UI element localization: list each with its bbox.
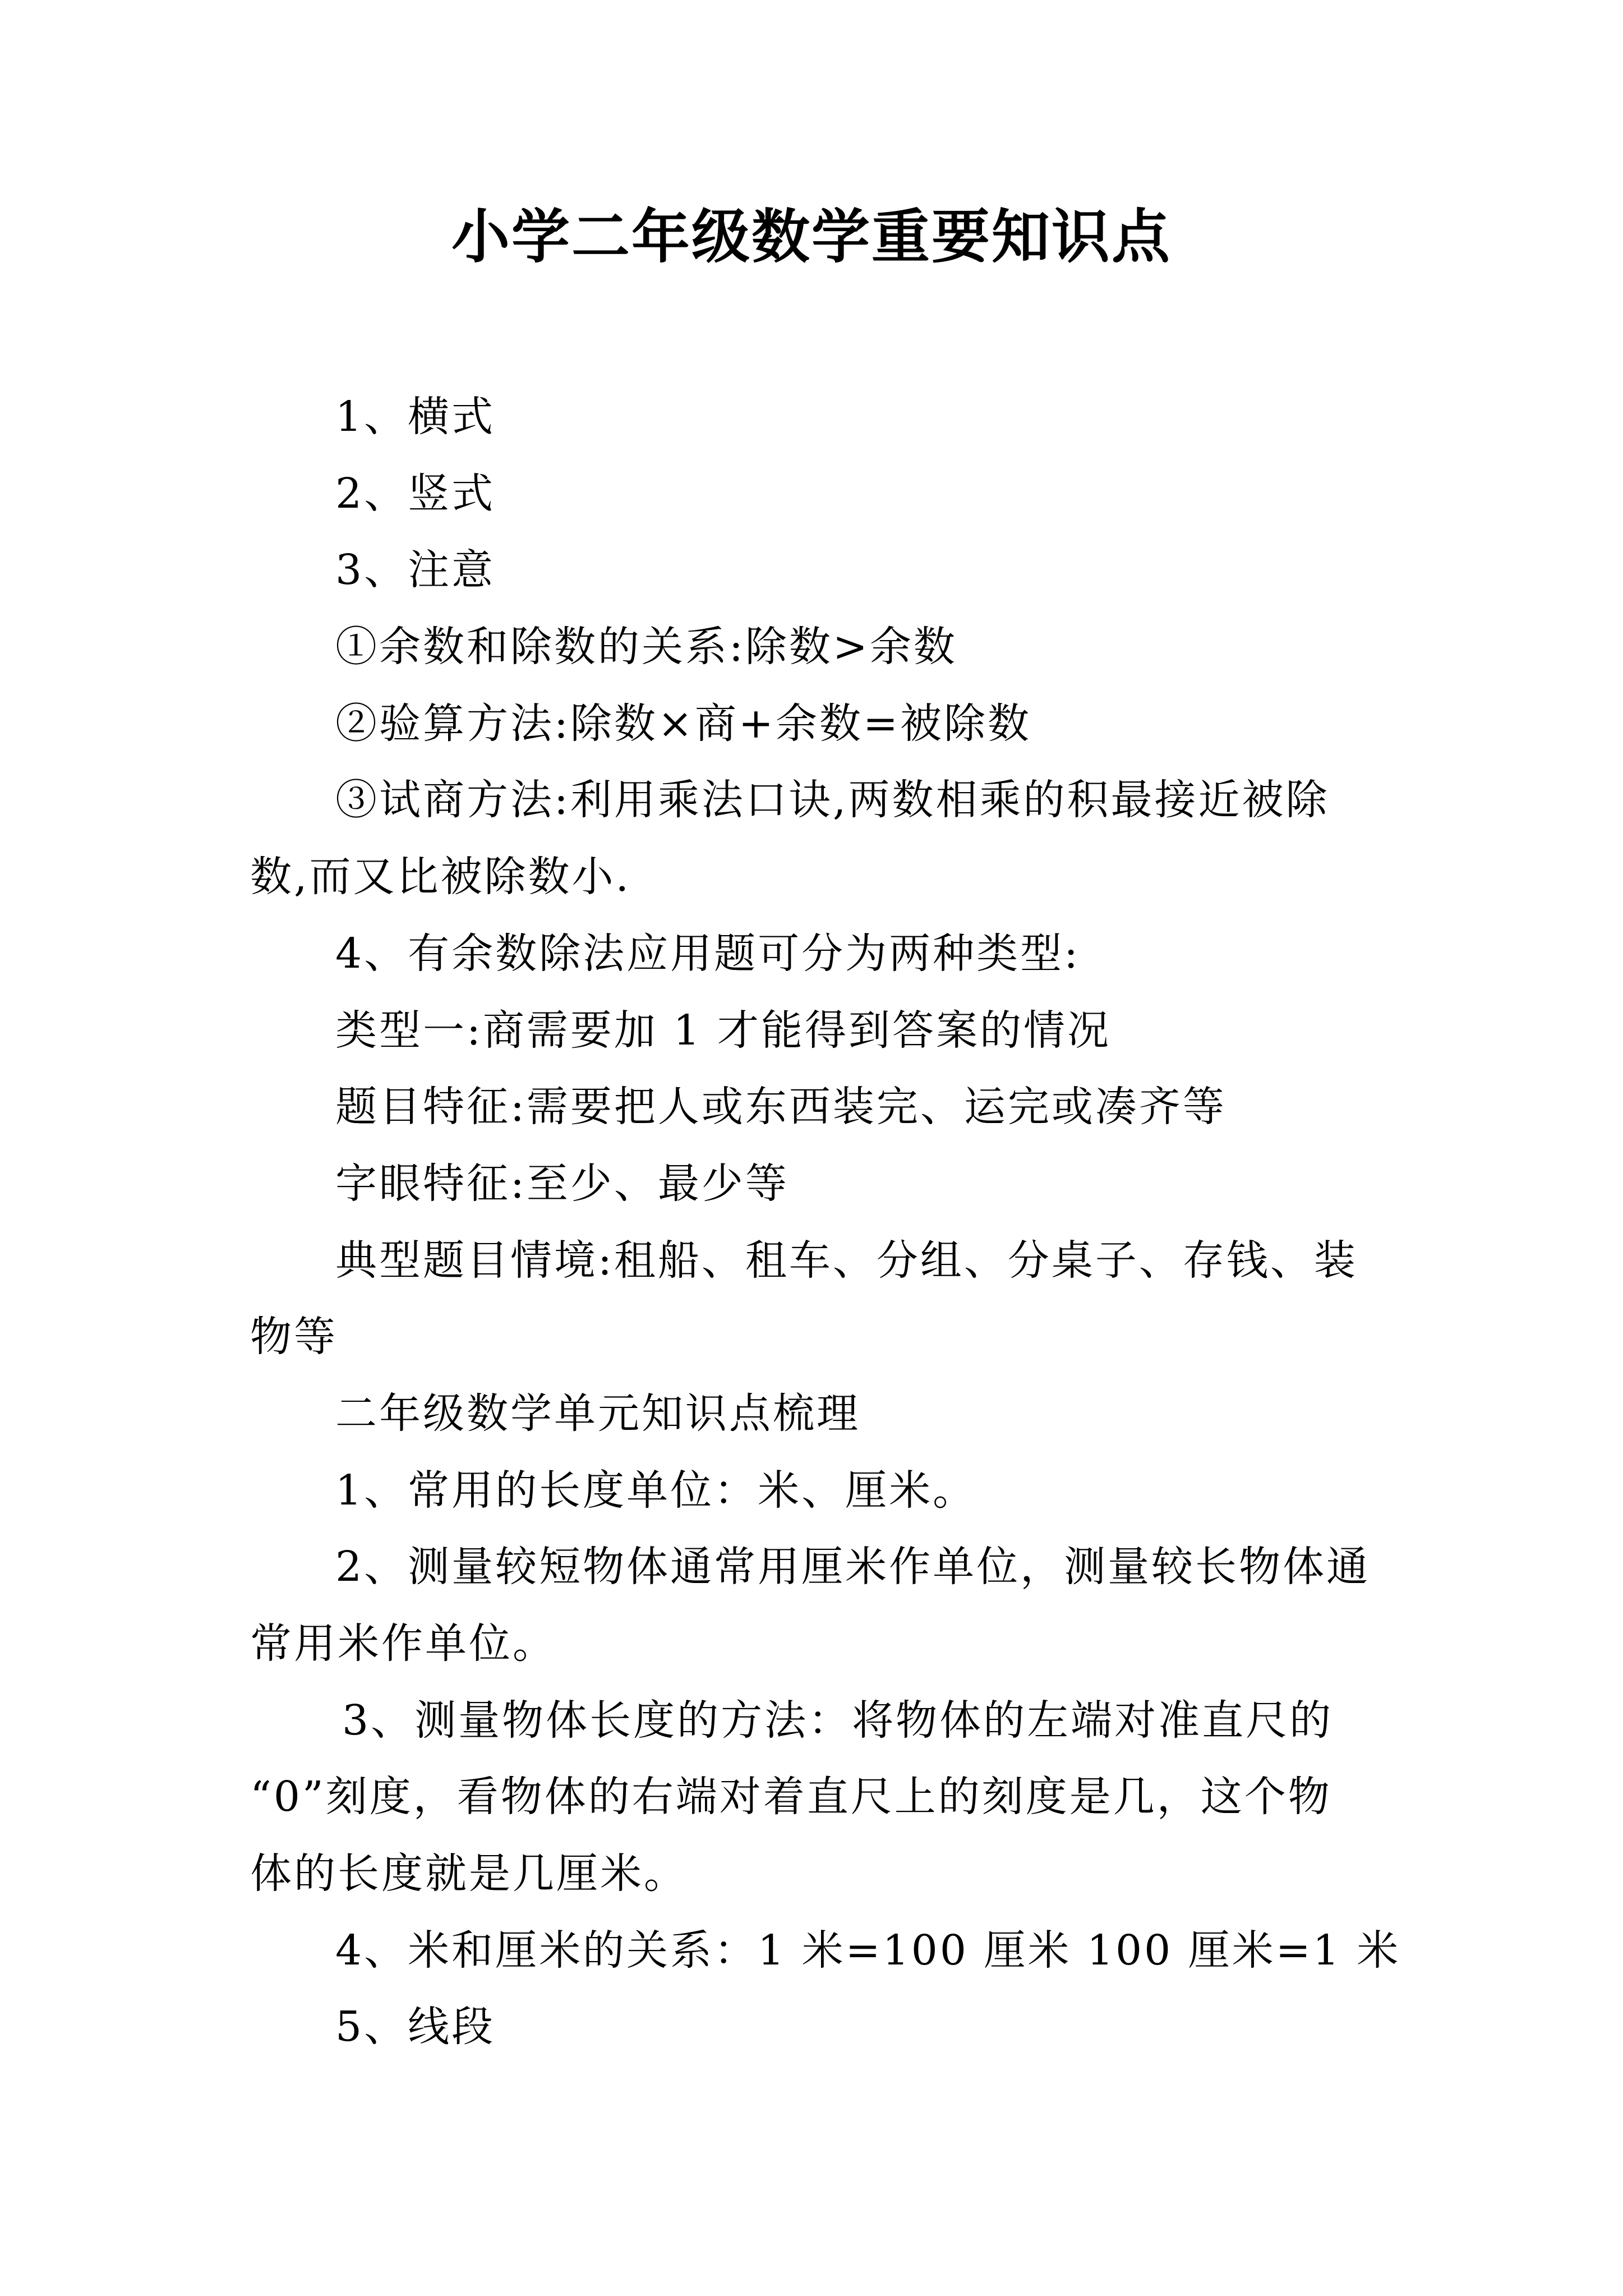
text-line: 1、常用的长度单位：米、厘米。: [335, 1466, 977, 1515]
item-horizontal-form: [250, 379, 1384, 455]
text-line: 类型一:商需要加 1 才能得到答案的情况: [335, 1006, 1112, 1055]
length-units: [250, 1452, 1384, 1529]
text-line: 5、线段: [335, 2003, 496, 2051]
document-body: [250, 379, 1401, 2065]
item-vertical-form: [250, 455, 1384, 532]
note-remainder-divisor-relation: [250, 609, 1384, 685]
text-line: 1、横式: [335, 393, 496, 441]
text-line: ②验算方法:除数×商+余数=被除数: [335, 699, 1031, 748]
measurement-units-usage: [250, 1529, 1384, 1682]
text-line: ③试商方法:利用乘法口诀,两数相乘的积最接近被除: [335, 776, 1330, 825]
note-trial-quotient-method: [250, 762, 1384, 915]
note-verification-method: [250, 685, 1384, 762]
text-line: 数,而又比被除数小.: [250, 853, 631, 901]
text-line: 二年级数学单元知识点梳理: [335, 1389, 860, 1438]
text-line: 3、注意: [335, 546, 496, 595]
text-line: 4、有余数除法应用题可分为两种类型:: [335, 929, 1081, 978]
text-line: 题目特征:需要把人或东西装完、运完或凑齐等: [335, 1083, 1227, 1131]
text-line: 典型题目情境:租船、租车、分组、分桌子、存钱、装: [335, 1236, 1358, 1285]
line-segment: [250, 1989, 1384, 2065]
item-notes: [250, 532, 1384, 609]
text-line: 2、测量较短物体通常用厘米作单位，测量较长物体通: [335, 1543, 1371, 1591]
meter-centimeter-relation: [250, 1912, 1401, 1989]
text-line: 2、竖式: [335, 469, 496, 518]
item-word-problem-types: [250, 915, 1384, 992]
section-heading: [250, 1375, 1384, 1452]
text-line: 4、米和厘米的关系：1 米=100 厘米 100 厘米=1 米: [335, 1926, 1401, 1975]
text-line: 物等: [250, 1313, 338, 1361]
text-line: 字眼特征:至少、最少等: [335, 1159, 789, 1208]
text-line: 3、测量物体长度的方法：将物体的左端对准直尺的: [342, 1696, 1334, 1745]
text-line: 常用米作单位。: [250, 1619, 556, 1668]
text-line: “0”刻度，看物体的右端对着直尺上的刻度是几，这个物: [250, 1773, 1332, 1821]
problem-features: [250, 1069, 1384, 1145]
text-line: 体的长度就是几厘米。: [250, 1849, 688, 1898]
typical-scenarios: [250, 1222, 1384, 1375]
keyword-features: [250, 1145, 1384, 1222]
page-title: 小学二年级数学重要知识点: [451, 202, 1172, 271]
measurement-method: [250, 1682, 1384, 1912]
type-one-description: [250, 992, 1384, 1069]
text-line: ①余数和除数的关系:除数>余数: [335, 623, 957, 671]
